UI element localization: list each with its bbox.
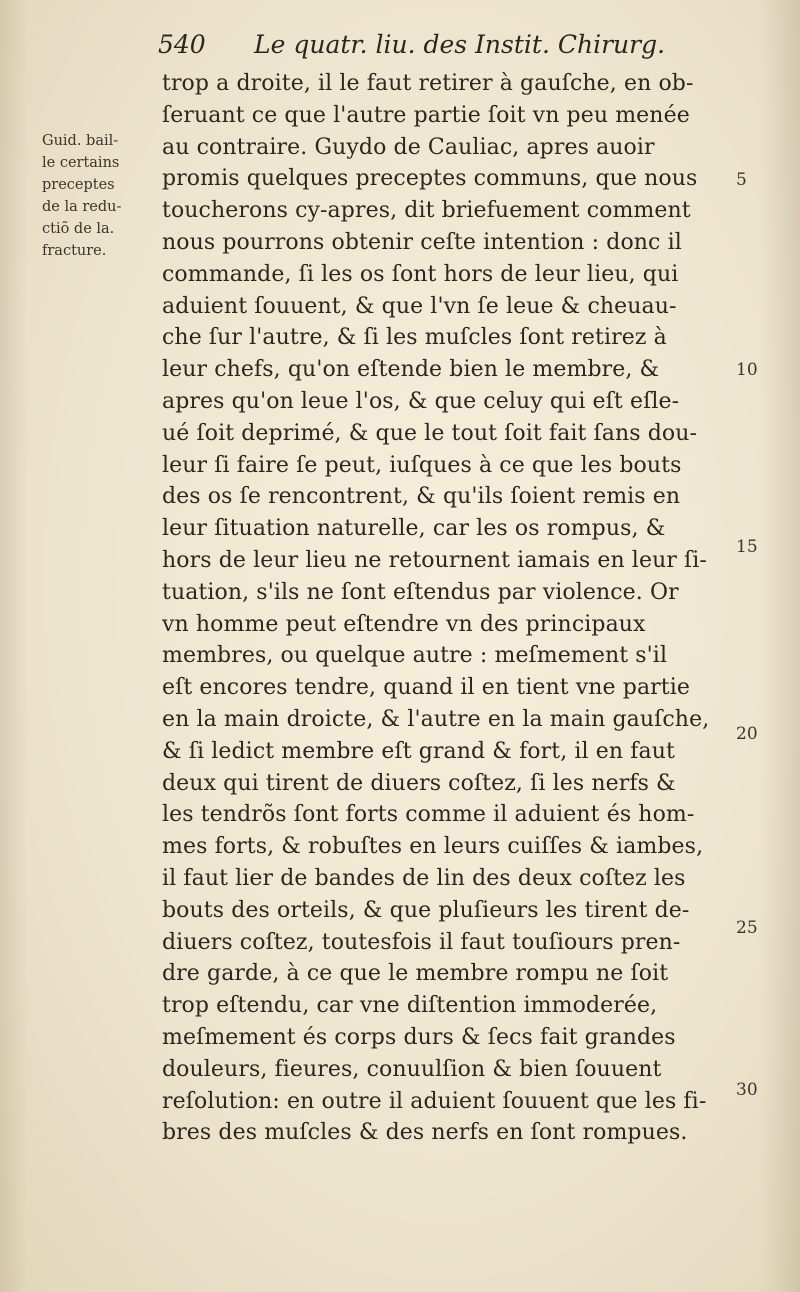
text-line: trop eſtendu, car vne diſtention immoderée, (162, 993, 658, 1019)
text-line: eſt encores tendre, quand il en tient vne partie (162, 675, 690, 701)
text-line: diuers coſtez, toutesfois il faut touſiours pren- (162, 929, 681, 955)
margin-note-line: ctiõ de la. (42, 221, 115, 237)
text-line: promis quelques preceptes communs, que nous (162, 166, 698, 192)
text-line: apres qu'on leue l'os, & que celuy qui eſt eſle- (162, 388, 680, 414)
text-line: toucherons cy-apres, dit briefuement comment (162, 198, 691, 224)
text-line: deux qui tirent de diuers coſtez, ſi les nerfs & (162, 770, 676, 796)
text-line: tuation, s'ils ne ſont eſtendus par violence. Or (162, 579, 679, 605)
body-text (162, 68, 742, 1149)
text-line: mes forts, & robuſtes en leurs cuiſſes & iambes, (162, 834, 704, 860)
text-line: meſmement és corps durs & ſecs fait grandes (162, 1024, 676, 1050)
text-line: commande, ſi les os ſont hors de leur lieu, qui (162, 261, 679, 287)
text-line: bres des muſcles & des nerfs en ſont rompues. (162, 1120, 688, 1146)
text-line: en la main droicte, & l'autre en la main gauſche, (162, 706, 710, 732)
line-number-15: 15 (736, 537, 758, 557)
text-line: aduient ſouuent, & que l'vn ſe leue & cheuau- (162, 293, 677, 319)
text-line: trop a droite, il le faut retirer à gauſche, en ob- (162, 71, 694, 96)
text-line: ſeruant ce que l'autre partie ſoit vn peu menée (162, 102, 690, 128)
text-line: ué ſoit deprimé, & que le tout ſoit fait ſans dou- (162, 420, 698, 446)
text-line: douleurs, fieures, conuulſion & bien ſouuent (162, 1056, 662, 1082)
text-line: il faut lier de bandes de lin des deux coſtez les (162, 865, 686, 891)
text-line: nous pourrons obtenir ceſte intention : donc il (162, 229, 682, 255)
text-line: membres, ou quelque autre : meſmement s'il (162, 643, 668, 669)
text-line: bouts des orteils, & que pluſieurs les tirent de- (162, 897, 690, 923)
margin-note-line: Guid. bail- (42, 133, 119, 149)
line-number-25: 25 (736, 918, 758, 938)
line-number-10: 10 (736, 360, 758, 380)
text-line: leur ſituation naturelle, car les os rompus, & (162, 516, 666, 542)
margin-note-line: le certains (42, 155, 120, 171)
text-line: dre garde, à ce que le membre rompu ne ſoit (162, 961, 669, 987)
text-line: les tendrõs ſont forts comme il aduient és hom- (162, 802, 695, 828)
line-number-5: 5 (736, 170, 747, 190)
page-number: 540 (158, 30, 206, 59)
margin-note-line: de la redu- (42, 199, 122, 215)
text-line: leur ſi faire ſe peut, iuſques à ce que les bouts (162, 452, 682, 478)
running-title: Le quatr. liu. des Instit. Chirurg. (254, 30, 666, 59)
line-number-20: 20 (736, 724, 758, 744)
margin-note-line: fracture. (42, 243, 107, 259)
text-line: leur chefs, qu'on eſtende bien le membre, & (162, 357, 660, 383)
text-line: reſolution: en outre il aduient ſouuent que les fi- (162, 1088, 707, 1114)
text-line: che ſur l'autre, & ſi les muſcles ſont retirez à (162, 325, 667, 351)
page-header (158, 30, 678, 64)
margin-note (42, 130, 160, 262)
line-number-30: 30 (736, 1080, 758, 1100)
text-line: au contraire. Guydo de Cauliac, apres auoir (162, 134, 655, 160)
margin-note-line: preceptes (42, 177, 115, 193)
page-edge-shadow (760, 0, 800, 1292)
text-line: des os ſe rencontrent, & qu'ils ſoient remis en (162, 484, 681, 510)
page-gutter-shadow (0, 0, 28, 1292)
text-line: & ſi ledict membre eſt grand & fort, il en faut (162, 738, 675, 764)
text-line: vn homme peut eſtendre vn des principaux (162, 611, 646, 637)
text-line: hors de leur lieu ne retournent iamais en leur ſi- (162, 547, 707, 573)
